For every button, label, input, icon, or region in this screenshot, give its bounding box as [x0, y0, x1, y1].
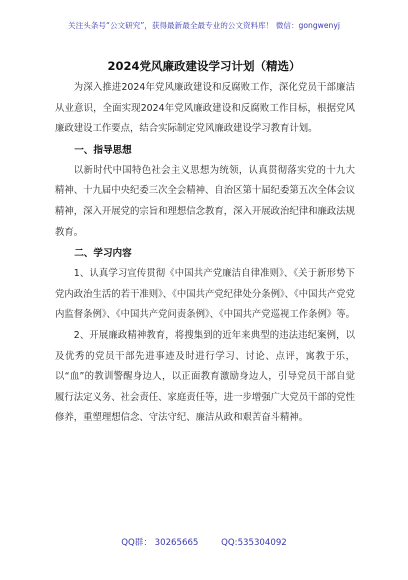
- intro-paragraph: 为深入推进2024年党风廉政建设和反腐败工作，深化党员干部廉洁从业意识，全面实现2024年党风廉政建设和反腐败工作目标，根据党风廉政建设工作要点，结合实际制定党风廉政建设学习教育计划。: [55, 82, 355, 135]
- section-heading-study-content: 二、学习内容: [74, 248, 132, 260]
- footer-contact: [0, 536, 408, 548]
- qq-contact: QQ:535304092: [221, 538, 287, 548]
- document-body: [55, 78, 355, 429]
- study-item-1: 1、认真学习宣传贯彻《中国共产党廉洁自律准则》、《关于新形势下党内政治生活的若干准则》、《中国共产党纪律处分条例》、《中国共产党党内监督条例》、《中国共产党问责条例》、《中国共产党巡视工作条例》等。: [55, 268, 355, 321]
- study-item-2: 2、开展廉政精神教育，将搜集到的近年来典型的违法违纪案例，以及优秀的党员干部先进事迹及时进行学习、讨论、点评，寓教于乐，以“血”的教训警醒身边人，以正面教育激励身边人，引导党员干部自觉履行法定义务、社会责任、家庭责任等，进一步增强广大党员干部的党性修养，重塑理想信念、守法守纪、廉洁从政和艰苦奋斗精神。: [55, 329, 356, 424]
- guiding-ideology-paragraph: 以新时代中国特色社会主义思想为统领，认真贯彻落实党的十九大精神、十九届中央纪委三次全会精神、自治区第十届纪委第五次全体会议精神，深入开展党的宗旨和理想信念教育，深入开展政治纪律和廉政法规教育。: [55, 164, 356, 238]
- document-title: 2024党风廉政建设学习计划（精选）: [107, 59, 301, 73]
- top-banner: 关注头条号“公文研究”，获得最新最全最专业的公文资料库！ 微信：gongwenyj: [68, 21, 340, 30]
- section-heading-guiding-ideology: 一、指导思想: [74, 144, 132, 156]
- qq-group: QQ群： 30265665: [121, 538, 199, 548]
